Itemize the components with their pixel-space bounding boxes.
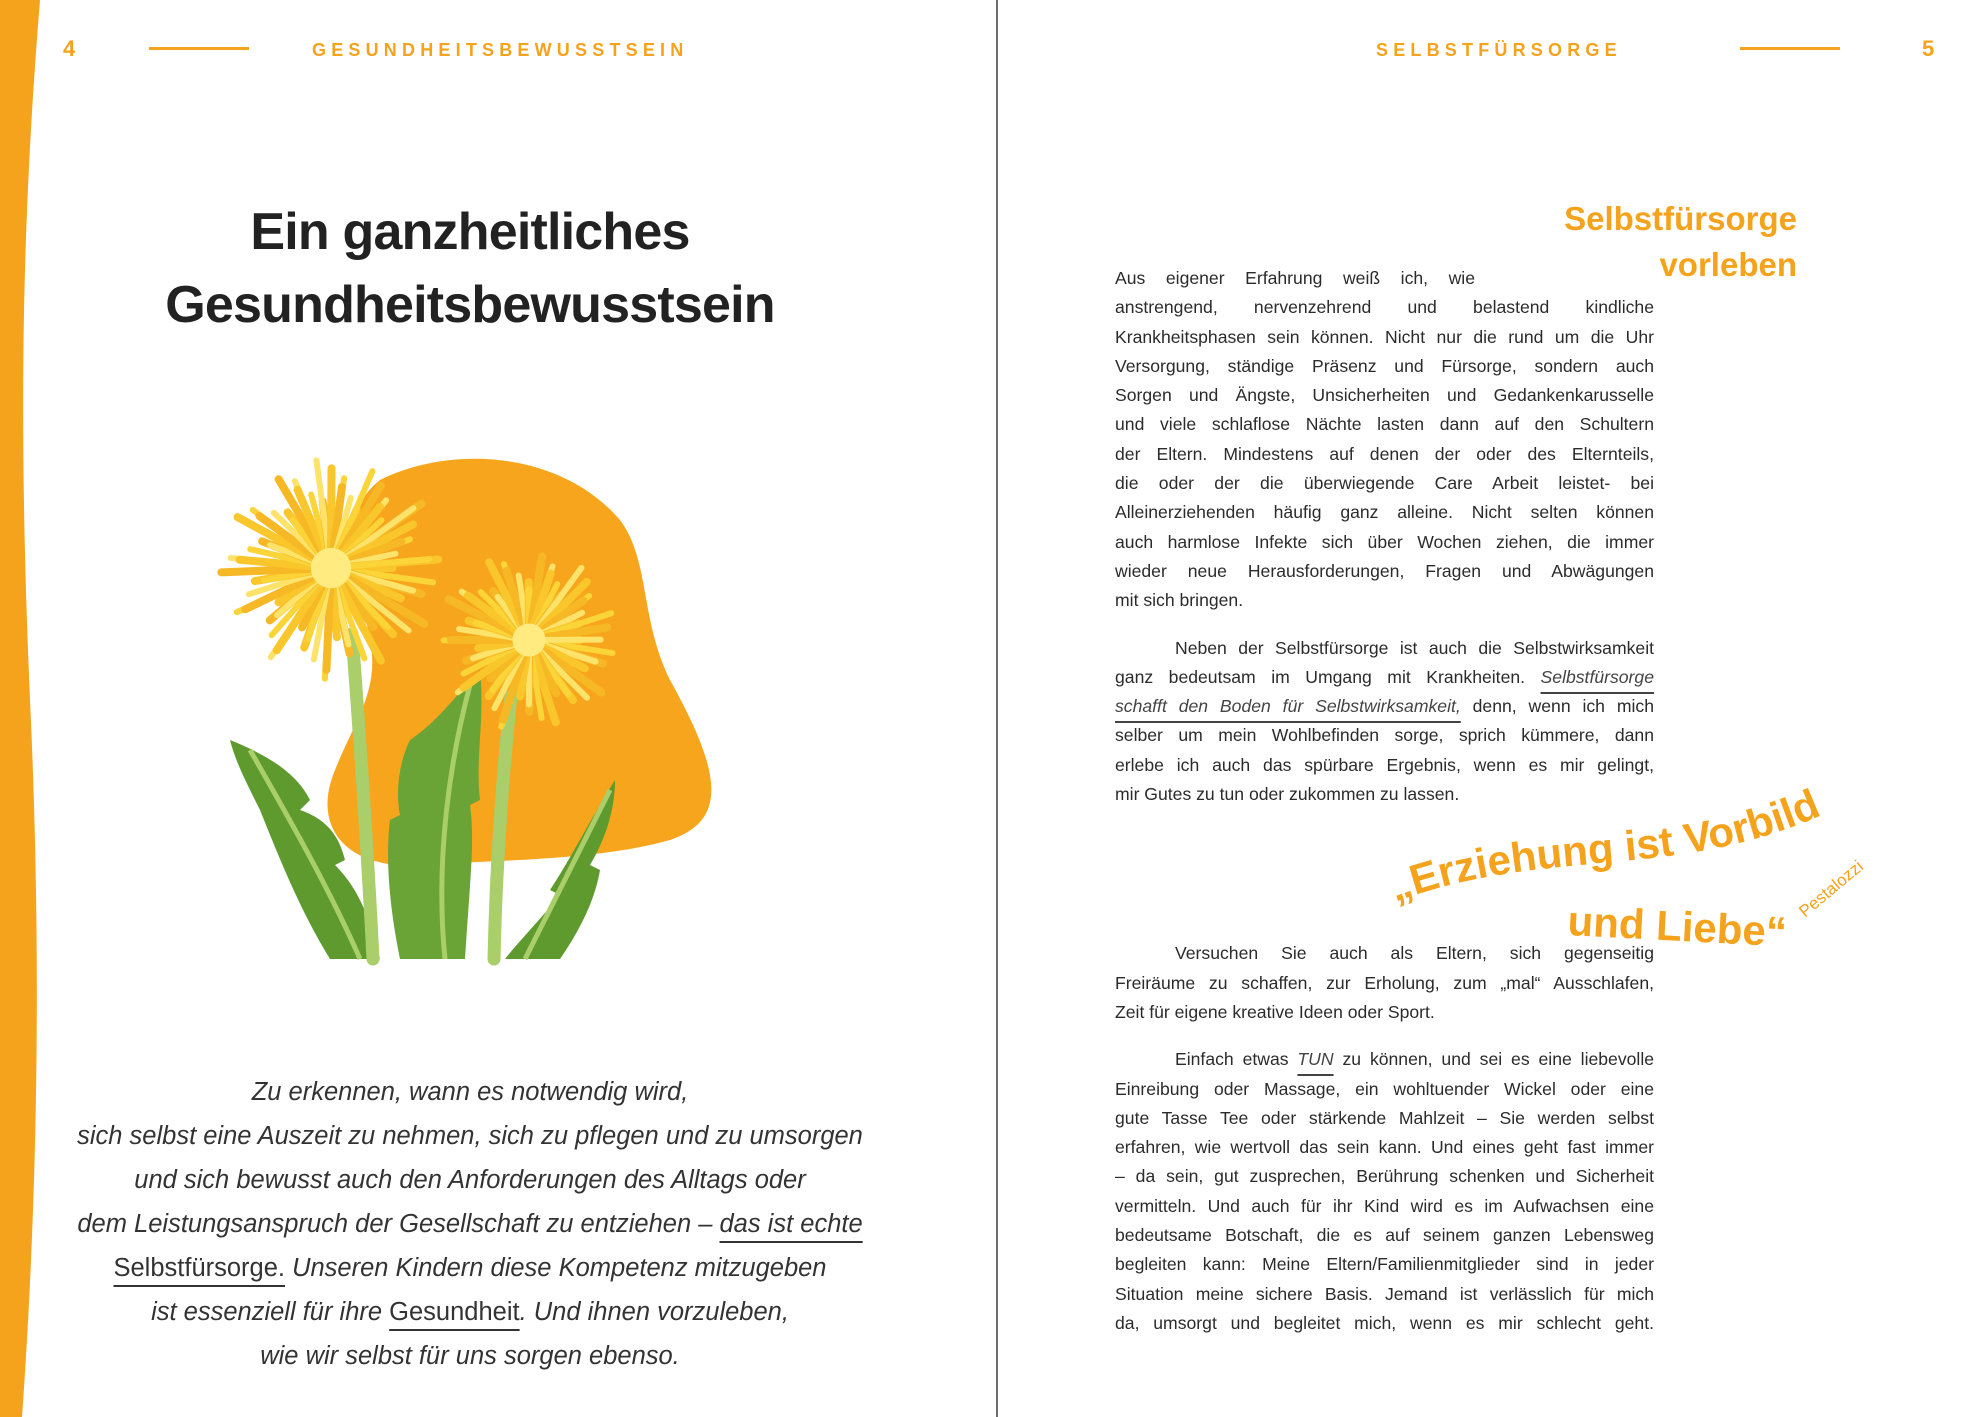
text-segment: Zeit für eigene kreative Ideen oder Sport. [1115, 1001, 1435, 1022]
text-segment: die oder der die überwiegende Care Arbeit leistet- bei [1115, 473, 1654, 494]
text-segment: Versorgung, ständige Präsenz und Fürsorge, sondern auch [1115, 355, 1654, 376]
text-segment: Zu erkennen, wann es notwendig wird, [251, 1078, 689, 1106]
text-segment: vermitteln. Und auch für ihr Kind wird es im Aufwachsen eine [1115, 1195, 1654, 1216]
text-segment: selber um mein Wohlbefinden sorge, sprich kümmere, dann [1115, 725, 1654, 746]
text-segment: da, umsorgt und begleitet mich, wenn es mir schlecht geht. [1115, 1312, 1654, 1333]
quote-line-1: „Erziehung ist Vorbild [1382, 779, 1826, 911]
text-segment: Unseren Kindern diese Kompetenz mitzugeben [285, 1254, 827, 1282]
page-number-right: 5 [1922, 36, 1935, 61]
underlined-emphasis: Selbstfürsorge [1540, 666, 1654, 687]
text-segment: denn, wenn ich mich [1460, 696, 1654, 717]
heading-line: vorleben [1659, 246, 1797, 283]
text-segment: Aus eigener Erfahrung weiß ich, wie [1115, 268, 1475, 288]
text-segment: Alleinerziehenden häufig ganz alleine. Nicht selten können [1115, 502, 1654, 523]
text-segment: auch harmlose Infekte sich über Wochen ziehen, die immer [1115, 531, 1654, 552]
text-segment: der Eltern. Mindestens auf denen der oder des Elternteils, [1115, 443, 1654, 464]
text-segment: . Und ihnen vorzuleben, [519, 1298, 789, 1326]
text-segment: gute Tasse Tee oder stärkende Mahlzeit – Sie werden selbst [1115, 1107, 1654, 1128]
text-segment: Situation meine sichere Basis. Jemand ist verlässlich für mich [1115, 1283, 1654, 1304]
running-head-right: SELBSTFÜRSORGE [1376, 40, 1622, 60]
text-segment: Krankheitsphasen sein können. Nicht nur die rund um die Uhr [1115, 326, 1654, 347]
text-segment: Neben der Selbstfürsorge ist auch die Selbstwirksamkeit [1175, 637, 1654, 658]
text-segment: Versuchen Sie auch als Eltern, sich gegenseitig [1175, 943, 1654, 964]
underlined-emphasis: Selbstfürsorge. [113, 1254, 285, 1282]
text-segment: Einfach etwas [1175, 1049, 1298, 1070]
text-segment: ganz bedeutsam im Umgang mit Krankheiten. [1115, 666, 1541, 687]
title-line: Gesundheitsbewusstsein [165, 276, 775, 334]
text-segment: und sich bewusst auch den Anforderungen des Alltags oder [134, 1166, 806, 1194]
text-segment: dem Leistungsanspruch der Gesellschaft zu entziehen – [77, 1210, 720, 1238]
text-segment: mir Gutes zu tun oder zukommen zu lassen. [1115, 784, 1460, 805]
title-line: Ein ganzheitliches [250, 203, 690, 261]
text-segment: wie wir selbst für uns sorgen ebenso. [260, 1342, 680, 1370]
page-number-left: 4 [63, 36, 76, 61]
underlined-emphasis: Gesundheit [389, 1298, 520, 1326]
text-segment: Freiräume zu schaffen, zur Erholung, zum „mal“ Ausschlafen, [1115, 972, 1654, 993]
underlined-emphasis: schafft den Boden für Selbstwirksamkeit, [1115, 696, 1461, 717]
text-segment: und viele schlaflose Nächte lasten dann auf den Schultern [1115, 414, 1654, 435]
underlined-emphasis: TUN [1297, 1049, 1334, 1070]
text-segment: zu können, und sei es eine liebevolle [1333, 1049, 1655, 1070]
text-segment: mit sich bringen. [1115, 590, 1244, 611]
text-segment: begleiten kann: Meine Eltern/Familienmitglieder sind in jeder [1115, 1254, 1654, 1275]
text-segment: wieder neue Herausforderungen, Fragen und Abwägungen [1115, 560, 1654, 581]
text-segment: ist essenziell für ihre [151, 1298, 390, 1326]
quote-line-2: und Liebe“ [1566, 897, 1789, 956]
text-segment: erfahren, wie wertvoll das sein kann. Und eines geht fast immer [1115, 1137, 1654, 1158]
quote-author: Pestalozzi [1795, 856, 1867, 922]
text-segment: sich selbst eine Auszeit zu nehmen, sich zu pflegen und zu umsorgen [77, 1122, 863, 1150]
text-segment: Einreibung oder Massage, ein wohltuender Wickel oder eine [1115, 1078, 1654, 1099]
text-segment: bedeutsame Botschaft, die es auf seinem ganzen Lebensweg [1115, 1225, 1654, 1246]
text-segment: – da sein, gut zusprechen, Berührung schenken und Sicherheit [1115, 1166, 1654, 1187]
text-segment: erlebe ich auch das spürbare Ergebnis, wenn es mir gelingt, [1115, 754, 1654, 775]
running-head-left: GESUNDHEITSBEWUSSTSEIN [312, 40, 689, 60]
text-segment: anstrengend, nervenzehrend und belastend kindliche [1115, 297, 1654, 318]
text-segment: Sorgen und Ängste, Unsicherheiten und Gedankenkarusselle [1115, 385, 1654, 406]
heading-line: Selbstfürsorge [1564, 200, 1797, 237]
underlined-emphasis: das ist echte [719, 1210, 863, 1238]
